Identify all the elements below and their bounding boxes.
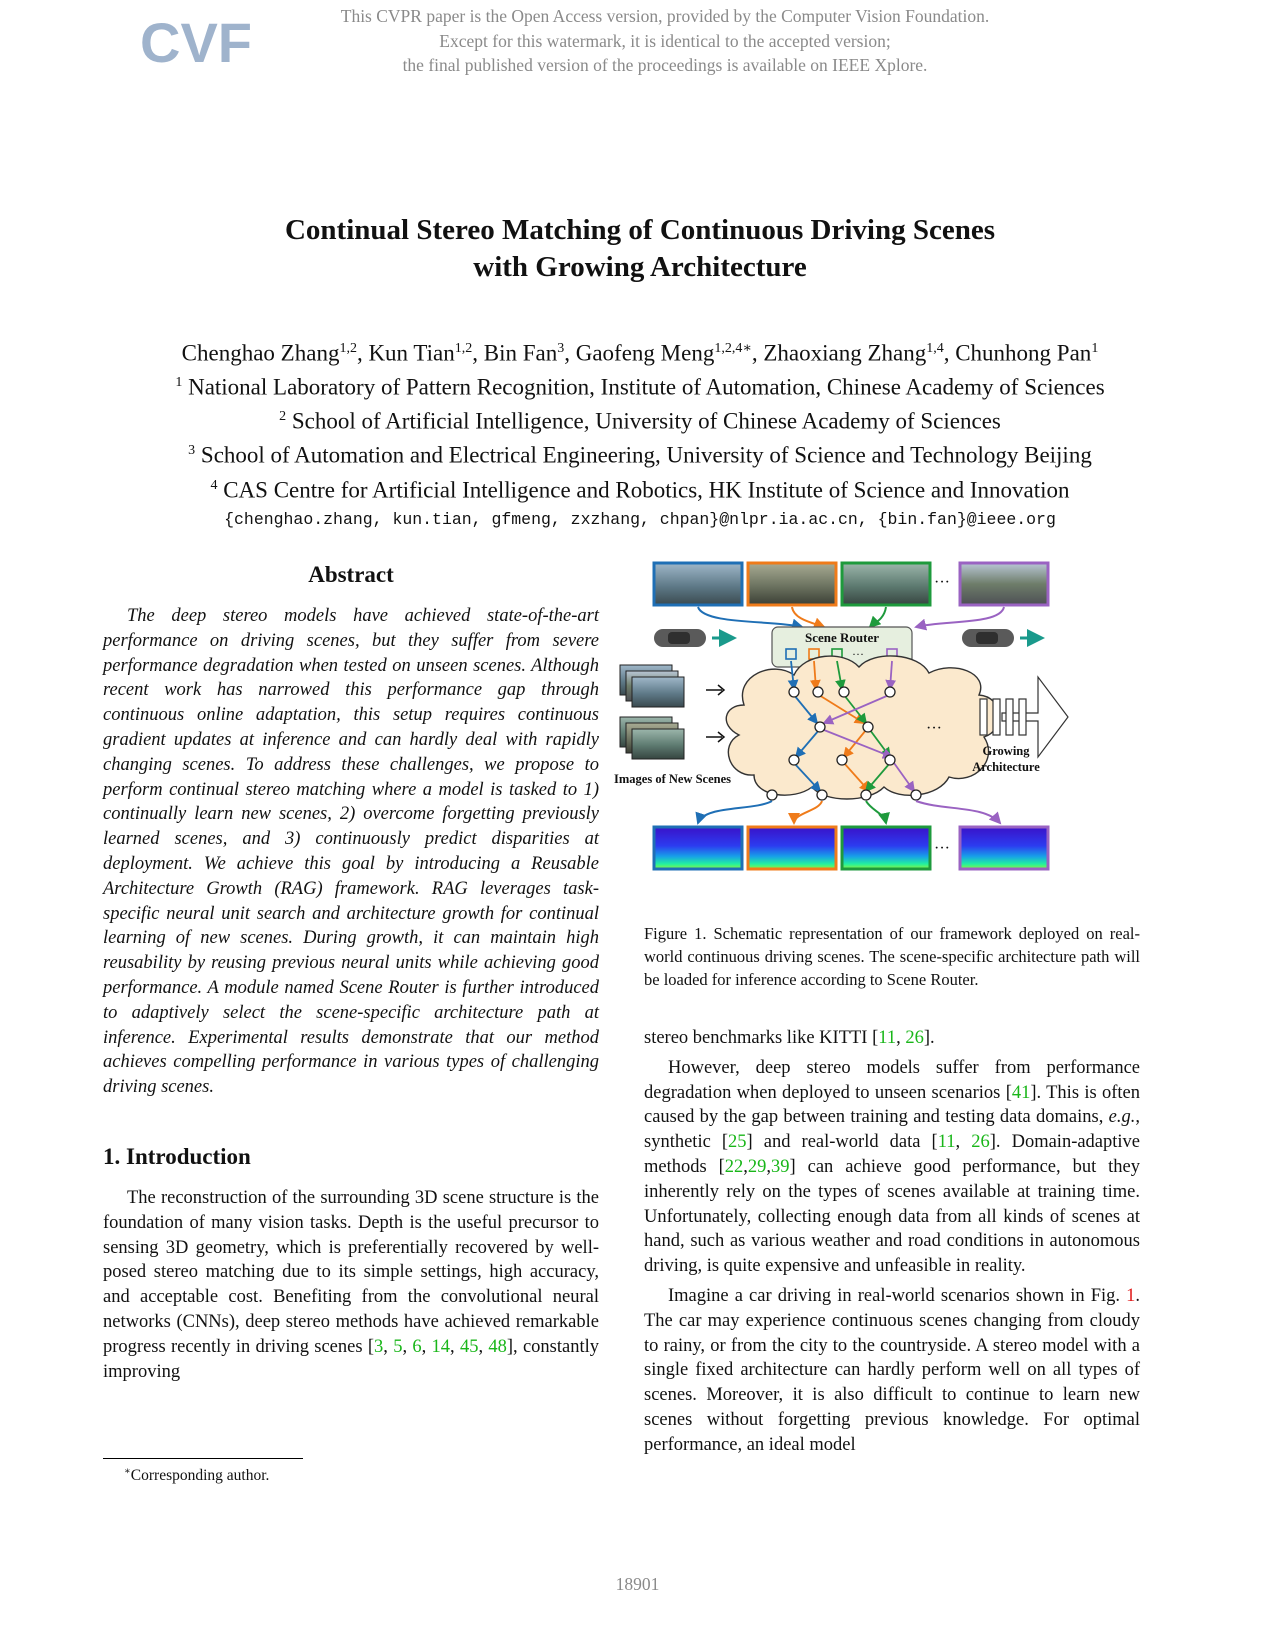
affiliation: $^4$ CAS Centre for Artificial Intelligence and Robotics, HK Institute of Science and Innovation <box>210 477 1070 503</box>
citation-link[interactable]: 5 <box>393 1336 403 1357</box>
ellipsis: ··· <box>934 840 950 857</box>
intro-paragraph: The reconstruction of the surrounding 3D scene structure is the foundation of many vision tasks. Depth is the useful precursor to sensing 3D geometry, which is preferentially recovered by well-posed stereo matching due to its simple settings, high accuracy, and acceptable cost. Benefiting from the convolutional neural networks (CNNs), deep stereo methods have achieved remarkable progress recently in driving scenes [3, 5, 6, 14, 45, 48], constantly improving <box>103 1187 599 1382</box>
growing-label: Architecture <box>972 760 1040 774</box>
citation-link[interactable]: 22 <box>724 1156 744 1177</box>
car-icon <box>962 629 1014 647</box>
scene-image-cloudy <box>654 563 742 605</box>
abstract-heading: Abstract <box>308 562 394 587</box>
author-name: Zhaoxiang Zhang <box>763 340 927 366</box>
new-scene-image-stack <box>620 665 684 707</box>
output-arrow <box>698 801 772 823</box>
router-ellipsis: ··· <box>852 647 864 661</box>
citation-link[interactable]: 3 <box>374 1336 384 1357</box>
intro-paragraph: However, deep stereo models suffer from performance degradation when deployed to unseen scenarios [41]. This is often caused by the gap between training and testing data domains, e.g., synthetic [25] and real-world data [11, 26]. Domain-adaptive methods [22,29,39] can achieve good performance, but they inherently rely on the types of scenes available at training time. Unfortunately, collecting enough data from all kinds of scenes at hand, such as various weather and road conditions in autonomous driving, is quite expensive and unfeasible in reality. <box>644 1057 1141 1277</box>
ellipsis: ··· <box>934 574 950 591</box>
output-arrow <box>916 801 1000 823</box>
author-name: Chenghao Zhang <box>181 340 340 366</box>
input-arrow <box>706 685 724 695</box>
cvf-logo-text: CVF <box>140 11 252 74</box>
section-heading-introduction: 1. Introduction <box>103 1143 251 1169</box>
citation-link[interactable]: 45 <box>459 1336 479 1357</box>
affiliation: $^1$ National Laboratory of Pattern Recognition, Institute of Automation, Chinese Academy of Sciences <box>175 374 1105 400</box>
router-input-arrow <box>870 607 886 627</box>
growth-bar <box>980 699 987 735</box>
new-scenes-label: Images of New Scenes <box>614 772 731 786</box>
output-disparity-maps <box>654 827 1048 869</box>
author-affil: 1 <box>1091 341 1099 356</box>
citation-link[interactable]: 11 <box>937 1132 956 1153</box>
title-line: with Growing Architecture <box>473 251 807 283</box>
author-name: Gaofeng Meng <box>575 340 715 366</box>
author-affil: 1,2 <box>454 341 473 356</box>
router-input-arrow <box>916 607 1004 627</box>
citation-link[interactable]: 14 <box>431 1336 451 1357</box>
right-column <box>644 1026 1140 1463</box>
router-input-arrow <box>698 607 802 627</box>
scene-image-countryside <box>960 563 1048 605</box>
disparity-map <box>842 827 930 869</box>
citation-link[interactable]: 29 <box>747 1156 767 1177</box>
watermark-line: the final published version of the proceedings is available on IEEE Xplore. <box>402 55 928 75</box>
cvf-logo <box>138 10 252 74</box>
author-list: Chenghao Zhang$^{1,2}$, Kun Tian$^{1,2}$, Bin Fan$^3$, Gaofeng Meng$^{1,2,4∗}$, Zhaoxiang Zhang$^{1,4}$, Chunhong Pan$^1$ <box>181 340 1099 366</box>
disparity-map <box>654 827 742 869</box>
author-block <box>100 334 1180 534</box>
author-affil: 3 <box>557 341 565 356</box>
title-line: Continual Stereo Matching of Continuous Driving Scenes <box>284 214 996 246</box>
citation-link[interactable]: 26 <box>905 1028 924 1048</box>
footnote-rule <box>103 1458 303 1459</box>
growth-bar <box>1006 699 1013 735</box>
output-arrow <box>866 801 886 823</box>
figure-1 <box>614 565 1140 905</box>
disparity-map <box>960 827 1048 869</box>
citation-link[interactable]: 48 <box>488 1336 507 1357</box>
citation-link[interactable]: 11 <box>878 1028 897 1048</box>
figure-caption: Figure 1. Schematic representation of our framework deployed on real-world continuous driving scenes. The scene-specific architecture path will be loaded for inference according to Scene Router. <box>644 924 1140 989</box>
author-affil: 1,4 <box>926 341 944 356</box>
intro-paragraph: Imagine a car driving in real-world scenarios shown in Fig. 1. The car may experience continuous scenes changing from cloudy to rainy, or from the city to the countryside. A stereo model with a single fixed architecture can hardly perform well on all types of scenes. Moreover, it is also difficult to continue to learn new scenes without forgetting previous knowledge. For optimal performance, an ideal model <box>644 1285 1140 1455</box>
citation-link[interactable]: 6 <box>412 1336 422 1357</box>
watermark-line: This CVPR paper is the Open Access version, provided by the Computer Vision Foundation. <box>340 6 990 26</box>
output-arrow <box>794 801 822 823</box>
growth-bar <box>1019 699 1026 735</box>
growth-bar <box>993 699 1000 735</box>
open-access-watermark <box>240 4 1090 78</box>
left-column <box>103 560 599 1389</box>
scene-router-label: Scene Router <box>804 630 880 645</box>
citation-link[interactable]: 41 <box>1011 1082 1031 1103</box>
growing-label: Growing <box>982 744 1030 758</box>
author-affil: 1,2 <box>339 341 357 356</box>
scene-image-rainy <box>748 563 836 605</box>
cloud-ellipsis: ··· <box>926 720 942 737</box>
footnote: ∗Corresponding author. <box>124 1466 270 1485</box>
input-scene-thumbnails <box>654 563 1048 605</box>
citation-link[interactable]: 39 <box>771 1156 790 1177</box>
page-number: 18901 <box>615 1574 660 1594</box>
citation-link[interactable]: 25 <box>728 1132 747 1153</box>
figure-reference-link[interactable]: 1 <box>1126 1285 1136 1306</box>
intro-paragraph-continued: stereo benchmarks like KITTI [11, 26]. <box>644 1028 935 1048</box>
car-icon <box>654 629 706 647</box>
watermark-line: Except for this watermark, it is identical to the accepted version; <box>439 30 891 51</box>
new-scene-image-stack <box>620 717 684 759</box>
input-arrow <box>706 732 724 742</box>
disparity-map <box>748 827 836 869</box>
author-name: Bin Fan <box>483 340 558 366</box>
author-name: Chunhong Pan <box>955 340 1092 366</box>
scene-image-foggy <box>842 563 930 605</box>
router-input-arrow <box>792 607 824 627</box>
author-emails: {chenghao.zhang, kun.tian, gfmeng, zxzhang, chpan}@nlpr.ia.ac.cn, {bin.fan}@ieee.org <box>224 509 1056 529</box>
author-name: Kun Tian <box>368 340 455 366</box>
author-affil: 1,2,4∗ <box>714 341 752 356</box>
abstract-text: The deep stereo models have achieved state-of-the-art performance on driving scenes, but they suffer from severe performance degradation when tested on unseen scenes. Although recent work has narrowed this performance gap through continuous online adaptation, this setup requires continuous gradient updates at inference and can hardly deal with rapidly changing scenes. To address these challenges, we propose to perform continual stereo matching where a model is tasked to 1) continually learn new scenes, 2) overcome forgetting previously learned scenes, and 3) continuously predict disparities at deployment. We achieve this goal by introducing a Reusable Architecture Growth (RAG) framework. RAG leverages task-specific neural unit search and architecture growth for continual learning of new scenes. During growth, it can maintain high reusability by reusing previous neural units while achieving good performance. A module named Scene Router is further introduced to adaptively select the scene-specific architecture path at inference. Experimental results demonstrate that our method achieves compelling performance in various types of challenging driving scenes. <box>103 606 599 1098</box>
citation-link[interactable]: 26 <box>971 1132 990 1153</box>
affiliation: $^2$ School of Artificial Intelligence, University of Chinese Academy of Sciences <box>279 408 1001 434</box>
paper-title <box>120 212 1160 286</box>
affiliation: $^3$ School of Automation and Electrical Engineering, University of Science and Technology Beijing <box>188 443 1092 469</box>
